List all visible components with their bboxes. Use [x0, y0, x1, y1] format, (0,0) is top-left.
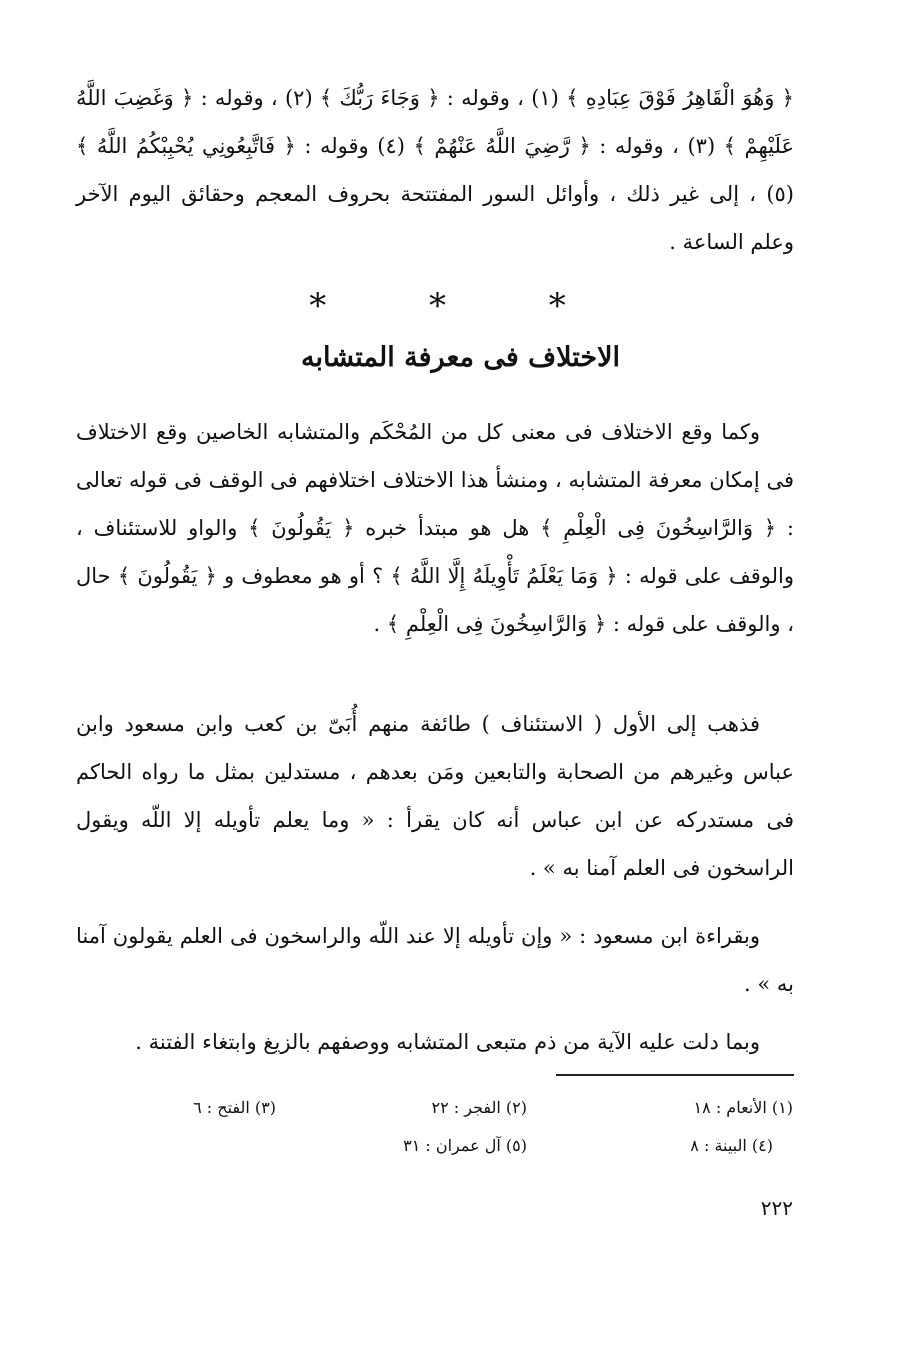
intro-text: ﴿ وَهُوَ الْقَاهِرُ فَوْقَ عِبَادِهِ ﴾ (١) ، وقوله : ﴿ وَجَاءَ رَبُّكَ ﴾ (٢) ، وقوله : ﴿ وَغَضِبَ اللَّهُ عَلَيْهِمْ ﴾ (٣) ، وقوله : ﴿ رَّضِيَ اللَّهُ عَنْهُمْ ﴾ (٤) وقوله : ﴿ فَاتَّبِعُونِي يُحْبِبْكُمُ اللَّهُ ﴾ (٥) ، إلى غير ذلك ، وأوائل السور المفتتحة بحروف المعجم وحقائق اليوم الآخر وعلم الساعة .: [76, 86, 795, 254]
footnote-4: (٤) البينة : ٨: [690, 1136, 773, 1155]
paragraph-1: [76, 408, 794, 648]
paragraph-3: [76, 912, 794, 1008]
section-heading: الاختلاف فى معرفة المتشابه: [300, 342, 620, 373]
paragraph-2: [76, 700, 794, 892]
paragraph-1-text: وكما وقع الاختلاف فى معنى كل من المُحْكَم والمتشابه الخاصين وقع الاختلاف فى إمكان معرفة المتشابه ، ومنشأ هذا الاختلاف اختلافهم فى الوقف فى قوله تعالى : ﴿ وَالرَّاسِخُونَ فِى الْعِلْمِ ﴾ هل هو مبتدأ خبره ﴿ يَقُولُونَ ﴾ والواو للاستئناف ، والوقف على قوله : ﴿ وَمَا يَعْلَمُ تَأْوِيلَهُ إِلَّا اللَّهُ ﴾ ؟ أو هو معطوف و ﴿ يَقُولُونَ ﴾ حال ، والوقف على قوله : ﴿ وَالرَّاسِخُونَ فِى الْعِلْمِ ﴾ .: [76, 420, 794, 636]
intro-paragraph: [76, 74, 794, 266]
footnote-3: (٣) الفتح : ٦: [193, 1098, 276, 1117]
footnote-divider: [556, 1074, 794, 1076]
paragraph-3-text: وبقراءة ابن مسعود : « وإن تأويله إلا عند اللّه والراسخون فى العلم يقولون آمنا به » .: [76, 924, 794, 996]
section-separator: * * *: [309, 286, 612, 326]
footnote-5: (٥) آل عمران : ٣١: [403, 1136, 527, 1155]
paragraph-2-text: فذهب إلى الأول ( الاستئناف ) طائفة منهم أُبَىّ بن كعب وابن مسعود وابن عباس وغيرهم من الصحابة والتابعين ومَن بعدهم ، مستدلين بمثل ما رواه الحاكم فى مستدركه عن ابن عباس أنه كان يقرأ : « وما يعلم تأويله إلا اللّه ويقول الراسخون فى العلم آمنا به » .: [76, 712, 794, 880]
paragraph-4: [76, 1018, 794, 1066]
footnote-1: (١) الأنعام : ١٨: [693, 1098, 793, 1117]
paragraph-4-text: وبما دلت عليه الآية من ذم متبعى المتشابه ووصفهم بالزيغ وابتغاء الفتنة .: [135, 1030, 760, 1054]
footnote-2: (٢) الفجر : ٢٢: [431, 1098, 527, 1117]
page-number: ٢٢٢: [760, 1196, 793, 1220]
